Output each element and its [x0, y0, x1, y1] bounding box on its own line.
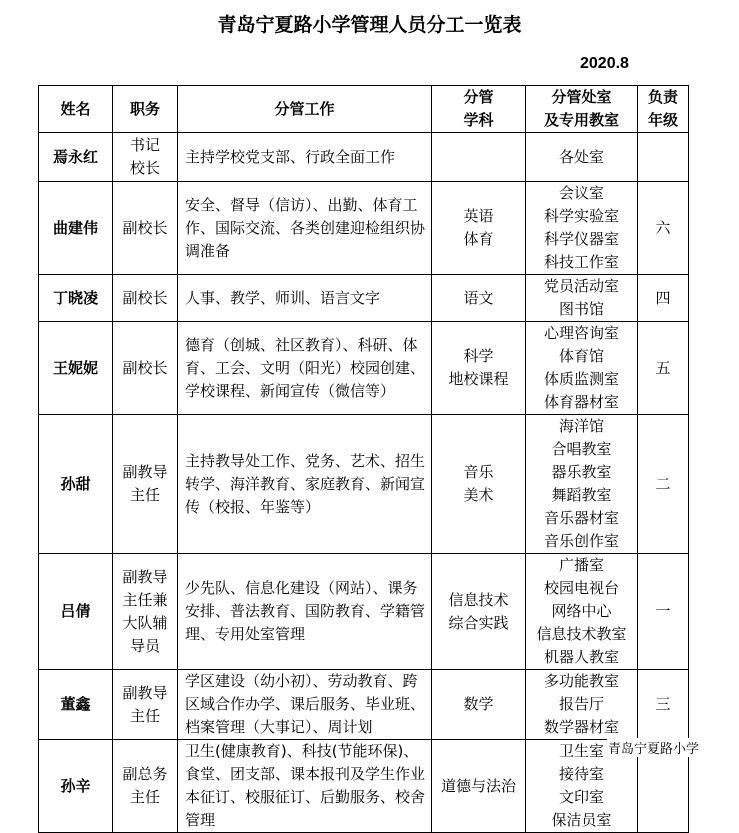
- cell-name: 孙辛: [39, 740, 113, 833]
- cell-rooms: 党员活动室 图书馆: [526, 275, 638, 322]
- cell-rooms: 会议室 科学实验室 科学仪器室 科技工作室: [526, 182, 638, 275]
- cell-position: 副教导 主任: [113, 415, 178, 554]
- document-title: 青岛宁夏路小学管理人员分工一览表: [217, 14, 522, 36]
- table-row: [39, 182, 689, 275]
- table-row: [39, 740, 689, 833]
- cell-position: 书记 校长: [113, 133, 178, 182]
- cell-subject: 语文: [432, 275, 526, 322]
- cell-position: 副教导 主任: [113, 670, 178, 740]
- cell-work: 主持学校党支部、行政全面工作: [178, 133, 432, 182]
- cell-subject: 信息技术 综合实践: [432, 554, 526, 670]
- cell-subject: 音乐 美术: [432, 415, 526, 554]
- table-row: [39, 275, 689, 322]
- header-position: 职务: [113, 86, 178, 133]
- cell-name: 王妮妮: [39, 322, 113, 415]
- cell-work: 安全、督导（信访）、出勤、体育工作、国际交流、各类创建迎检组织协调准备: [178, 182, 432, 275]
- header-work: 分管工作: [178, 86, 432, 133]
- cell-name: 曲建伟: [39, 182, 113, 275]
- cell-grade: 一: [638, 554, 689, 670]
- cell-grade: 五: [638, 322, 689, 415]
- cell-position: 副校长: [113, 275, 178, 322]
- table-row: [39, 133, 689, 182]
- cell-position: 副总务 主任: [113, 740, 178, 833]
- cell-subject: 英语 体育: [432, 182, 526, 275]
- header-name: 姓名: [39, 86, 113, 133]
- cell-position: 副校长: [113, 182, 178, 275]
- cell-rooms: 各处室: [526, 133, 638, 182]
- header-row: [39, 86, 689, 133]
- cell-rooms: 海洋馆 合唱教室 器乐教室 舞蹈教室 音乐器材室 音乐创作室: [526, 415, 638, 554]
- header-grade: 负责 年级: [638, 86, 689, 133]
- cell-grade: 二: [638, 415, 689, 554]
- cell-grade: 三: [638, 670, 689, 740]
- cell-rooms: 卫生室 接待室 文印室 保洁员室: [526, 740, 638, 833]
- cell-work: 学区建设（幼小初）、劳动教育、跨区域合作办学、课后服务、毕业班、档案管理（大事记）、周计划: [178, 670, 432, 740]
- table-row: [39, 670, 689, 740]
- cell-grade: [638, 133, 689, 182]
- cell-work: 主持教导处工作、党务、艺术、招生转学、海洋教育、家庭教育、新闻宣传（校报、年鉴等）: [178, 415, 432, 554]
- staff-table: [38, 85, 689, 833]
- cell-subject: 道德与法治: [432, 740, 526, 833]
- cell-position: 副校长: [113, 322, 178, 415]
- cell-name: 董鑫: [39, 670, 113, 740]
- table-row: [39, 322, 689, 415]
- header-subject: 分管 学科: [432, 86, 526, 133]
- school-watermark: 青岛宁夏路小学: [607, 738, 700, 757]
- cell-work: 人事、教学、师训、语言文字: [178, 275, 432, 322]
- cell-name: 吕倩: [39, 554, 113, 670]
- cell-grade: 六: [638, 182, 689, 275]
- cell-work: 少先队、信息化建设（网站）、课务安排、普法教育、国防教育、学籍管理、专用处室管理: [178, 554, 432, 670]
- cell-rooms: 心理咨询室 体育馆 体质监测室 体育器材室: [526, 322, 638, 415]
- cell-subject: 数学: [432, 670, 526, 740]
- cell-work: 德育（创城、社区教育）、科研、体育、工会、文明（阳光）校园创建、学校课程、新闻宣传（微信等）: [178, 322, 432, 415]
- header-rooms: 分管处室 及专用教室: [526, 86, 638, 133]
- cell-subject: 科学 地校课程: [432, 322, 526, 415]
- cell-grade: 四: [638, 275, 689, 322]
- table-row: [39, 415, 689, 554]
- cell-rooms: 广播室 校园电视台 网络中心 信息技术教室 机器人教室: [526, 554, 638, 670]
- cell-rooms: 多功能教室 报告厅 数学器材室: [526, 670, 638, 740]
- cell-subject: [432, 133, 526, 182]
- cell-work: 卫生(健康教育)、科技(节能环保)、食堂、团支部、课本报刊及学生作业本征订、校服征订、后勤服务、校舍管理: [178, 740, 432, 833]
- cell-name: 焉永红: [39, 133, 113, 182]
- cell-name: 丁晓凌: [39, 275, 113, 322]
- cell-name: 孙甜: [39, 415, 113, 554]
- document-date: 2020.8: [580, 55, 629, 72]
- table-row: [39, 554, 689, 670]
- cell-position: 副教导 主任兼 大队辅 导员: [113, 554, 178, 670]
